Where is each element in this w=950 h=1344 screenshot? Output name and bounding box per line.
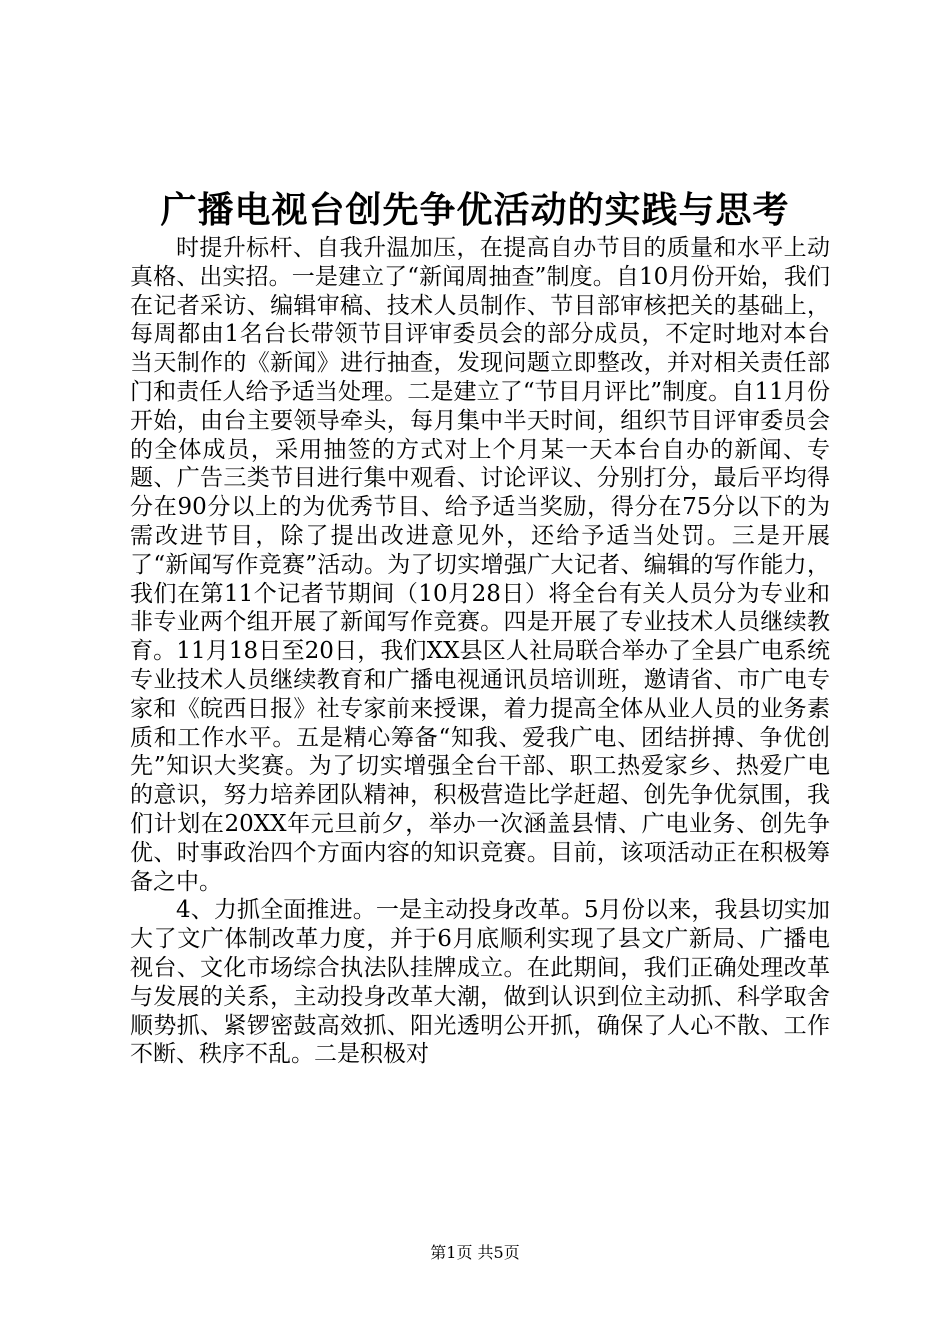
page-number-footer: 第1页 共5页 (430, 1243, 520, 1262)
document-title: 广播电视台创先争优活动的实践与思考 (160, 189, 790, 231)
body-paragraph-2: 4、力抓全面推进。一是主动投身改革。5月份以来，我县切实加大了文广体制改革力度，并于6月底顺利实现了县文广新局、广播电视台、文化市场综合执法队挂牌成立。在此期间，我们正确处理改革与发展的关系，主动投身改革大潮，做到认识到位主动抓、科学取舍顺势抓、紧锣密鼓高效抓、阳光透明公开抓，确保了人心不散、工作不断、秩序不乱。二是积极对 (130, 897, 830, 1068)
document-body (130, 234, 830, 1069)
body-paragraph-1: 时提升标杆、自我升温加压，在提高自办节目的质量和水平上动真格、出实招。一是建立了“新闻周抽查”制度。自10月份开始，我们在记者采访、编辑审稿、技术人员制作、节目部审核把关的基础上，每周都由1名台长带领节目评审委员会的部分成员，不定时地对本台当天制作的《新闻》进行抽查，发现问题立即整改，并对相关责任部门和责任人给予适当处理。二是建立了“节目月评比”制度。自11月份开始，由台主要领导牵头，每月集中半天时间，组织节目评审委员会的全体成员，采用抽签的方式对上个月某一天本台自办的新闻、专题、广告三类节目进行集中观看、讨论评议、分别打分，最后平均得分在90分以上的为优秀节目、给予适当奖励，得分在75分以下的为需改进节目，除了提出改进意见外，还给予适当处罚。三是开展了“新闻写作竞赛”活动。为了切实增强广大记者、编辑的写作能力，我们在第11个记者节期间（10月28日）将全台有关人员分为专业和非专业两个组开展了新闻写作竞赛。四是开展了专业技术人员继续教育。11月18日至20日，我们XX县区人社局联合举办了全县广电系统专业技术人员继续教育和广播电视通讯员培训班，邀请省、市广电专家和《皖西日报》社专家前来授课，着力提高全体从业人员的业务素质和工作水平。五是精心筹备“知我、爱我广电、团结拼搏、争优创先”知识大奖赛。为了切实增强全台干部、职工热爱家乡、热爱广电的意识，努力培养团队精神，积极营造比学赶超、创先争优氛围，我们计划在20XX年元旦前夕，举办一次涵盖县情、广电业务、创先争优、时事政治四个方面内容的知识竞赛。目前，该项活动正在积极筹备之中。 (130, 235, 830, 895)
